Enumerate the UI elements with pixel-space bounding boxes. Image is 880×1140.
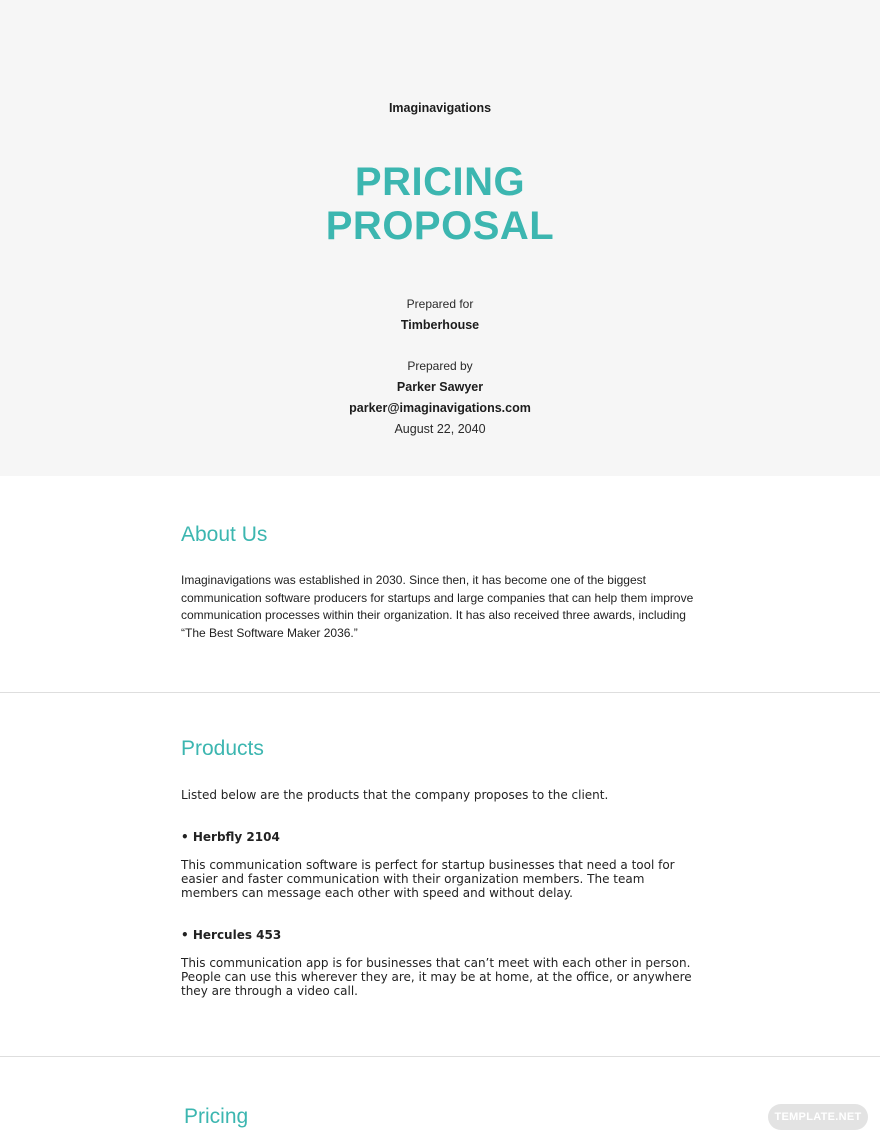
product-item-description: This communication software is perfect for startup businesses that need a tool for easier and faster communication with their organization members. The team members can message each other with speed and without delay.: [181, 858, 675, 900]
watermark-badge: TEMPLATE.NET: [768, 1104, 868, 1130]
proposal-date: August 22, 2040: [394, 422, 486, 436]
company-name: Imaginavigations: [388, 101, 492, 115]
section-divider: [0, 1056, 880, 1057]
title-line-2: PROPOSAL: [325, 204, 555, 248]
product-item-name: • Hercules 453: [181, 928, 282, 942]
document-title: [0, 160, 880, 248]
cover-section: [0, 0, 880, 476]
author-name: Parker Sawyer: [396, 380, 484, 394]
products-heading: Products: [181, 737, 264, 760]
client-name: Timberhouse: [400, 318, 480, 332]
prepared-for-label: Prepared for: [406, 297, 474, 311]
product-item-name: • Herbfly 2104: [181, 830, 280, 844]
about-body: Imaginavigations was established in 2030. Since then, it has become one of the biggest communication software producers for startups and large companies that can help them improve communication processes within their organization. It has also received three awards, including “The Best Software Maker 2036.”: [181, 573, 694, 640]
products-intro: Listed below are the products that the company proposes to the client.: [181, 788, 609, 802]
author-email: parker@imaginavigations.com: [349, 401, 531, 415]
prepared-by-label: Prepared by: [407, 359, 473, 373]
pricing-heading: Pricing: [184, 1105, 249, 1128]
about-heading: About Us: [181, 523, 268, 546]
product-item-description: This communication app is for businesses that can’t meet with each other in person. People can use this wherever they are, it may be at home, at the office, or anywhere they are through a video call.: [181, 956, 692, 998]
section-divider: [0, 692, 880, 693]
title-line-1: PRICING: [354, 160, 526, 204]
